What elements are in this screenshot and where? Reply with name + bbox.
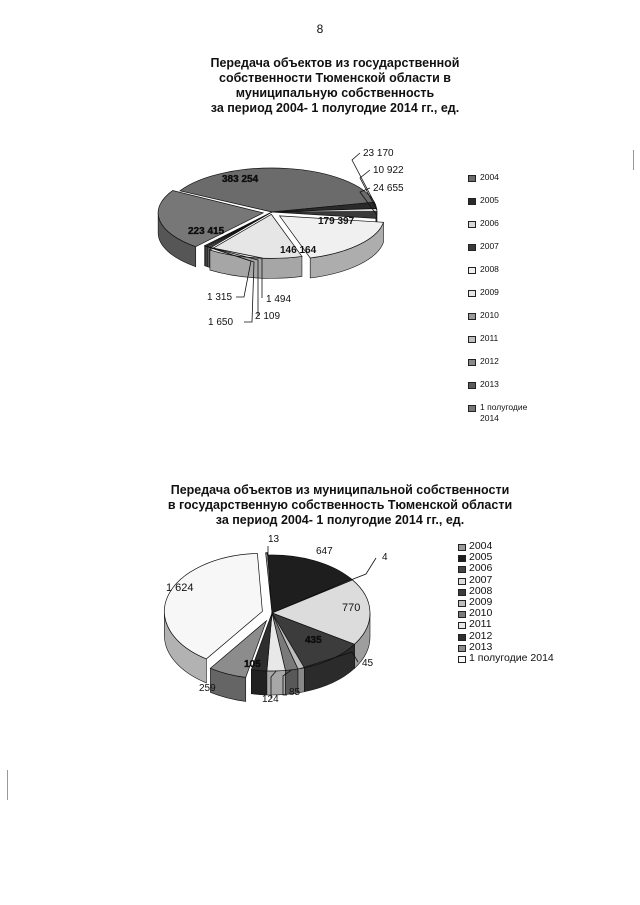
chart2-legend-label: 2008 [469, 584, 493, 597]
scan-edge-mark [633, 150, 634, 170]
chart1-legend-label: 2013 [480, 379, 499, 389]
chart2-title-line: в государственную собственность Тюменской области [167, 498, 513, 512]
chart2-legend-label: 2006 [469, 562, 493, 575]
chart2-legend-label: 2005 [469, 551, 493, 564]
chart2-legend-item [458, 619, 554, 630]
chart2-legend-swatch [458, 600, 466, 607]
chart2-legend-label: 2013 [469, 640, 493, 653]
chart2-data-label: 647 [316, 546, 333, 557]
chart1-title-line: за период 2004- 1 полугодие 2014 гг., ед. [210, 101, 460, 115]
chart1-legend-label: 2004 [480, 172, 499, 182]
chart2-legend-swatch [458, 589, 466, 596]
chart2-legend-item [458, 563, 554, 574]
chart2-legend [458, 541, 554, 664]
chart2-legend-label: 2011 [469, 618, 492, 631]
chart1-data-label: 10 922 [373, 165, 404, 176]
chart1-legend-label: 2007 [480, 241, 499, 251]
chart2-legend-item [458, 653, 554, 664]
chart2-legend-swatch [458, 611, 466, 618]
chart2-legend-label: 1 полугодие 2014 [469, 651, 554, 664]
chart1-legend-label: 2012 [480, 356, 499, 366]
chart1-legend-label: 1 полугодие 2014 [480, 402, 528, 423]
chart2-data-label: 770 [342, 602, 361, 614]
chart2-legend-label: 2010 [469, 607, 493, 620]
page-number: 8 [316, 22, 324, 36]
chart2-title-line: за период 2004- 1 полугодие 2014 гг., ед. [215, 513, 465, 527]
chart1-data-label: 383 254 [222, 174, 259, 185]
chart1-data-label: 1 494 [266, 294, 292, 305]
chart2-legend-item [458, 631, 554, 642]
chart2-legend-swatch [458, 622, 466, 629]
chart2-legend-swatch [458, 555, 466, 562]
chart2-data-label: 4 [382, 552, 388, 563]
chart2-data-label: 259 [199, 683, 216, 694]
chart2-legend-label: 2007 [469, 573, 493, 586]
chart2-legend-swatch [458, 645, 466, 652]
chart1-legend-label: 2008 [480, 264, 499, 274]
chart1-data-label: 223 415 [188, 226, 225, 237]
chart2-data-label: 13 [268, 534, 280, 545]
chart1-data-label: 1 315 [207, 292, 233, 303]
chart1-data-label: 146 164 [280, 245, 317, 256]
chart2-data-label: 1 624 [166, 582, 194, 594]
chart2-data-label: 435 [305, 635, 322, 646]
chart2-title-line: Передача объектов из муниципальной собственности [170, 483, 510, 497]
chart1-title-line: муниципальную собственность [235, 86, 435, 100]
chart2-legend-swatch [458, 544, 466, 551]
chart2-leader-line-2 [352, 558, 376, 579]
chart2-legend-swatch [458, 566, 466, 573]
chart1-title-line: собственности Тюменской области в [219, 71, 451, 85]
chart2-legend-label: 2004 [469, 540, 493, 552]
chart1-legend-label: 2010 [480, 310, 499, 320]
chart2-legend-label: 2009 [469, 595, 493, 608]
chart1-data-label: 1 650 [208, 317, 234, 328]
chart1-data-label: 23 170 [363, 148, 394, 159]
chart1-title-line: Передача объектов из государственной [210, 56, 460, 70]
chart1-legend-label: 2006 [480, 218, 499, 228]
chart1-data-label: 2 109 [255, 311, 281, 322]
scan-edge-mark [7, 770, 8, 800]
chart2-data-label: 45 [362, 658, 374, 669]
chart2-data-label: 124 [262, 694, 279, 705]
chart1-data-label: 179 397 [318, 216, 355, 227]
chart2-legend-swatch [458, 656, 466, 663]
chart2-data-label: 105 [244, 659, 261, 670]
chart2-legend-label: 2012 [469, 629, 493, 642]
chart2-legend-swatch [458, 634, 466, 641]
chart2-data-label: 85 [289, 687, 301, 698]
chart2-slice-side-8 [251, 670, 267, 695]
chart1-data-label: 24 655 [373, 183, 404, 194]
chart1-legend-label: 2009 [480, 287, 499, 297]
chart1-legend-label: 2011 [480, 333, 499, 343]
chart1-legend-label: 2005 [480, 195, 499, 205]
chart2-legend-swatch [458, 578, 466, 585]
